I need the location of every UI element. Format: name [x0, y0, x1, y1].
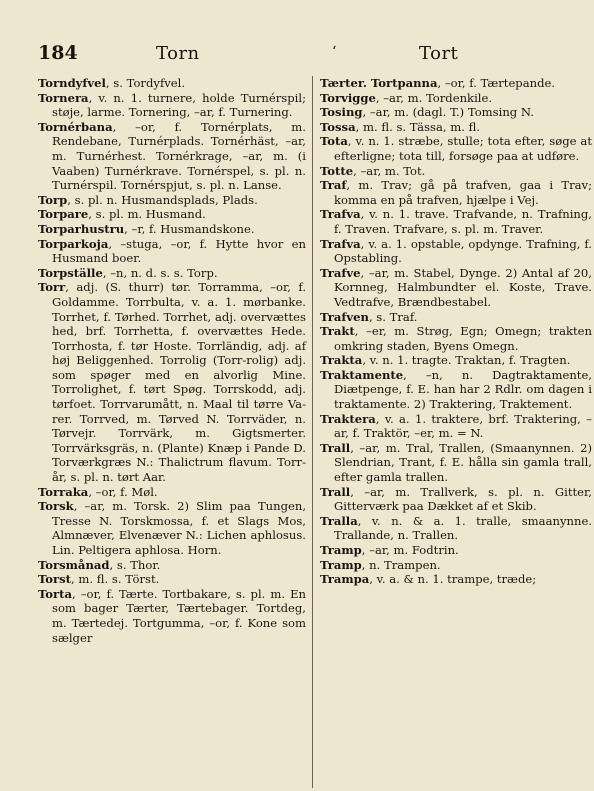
dictionary-entry: Trafve, –ar, m. Stabel, Dynge. 2) Antal af 20, Kornneg, Halmbundter el. Koste, Trave. Vedtrafve, Brændbestabel. [320, 265, 592, 309]
dictionary-entry: Tosing, –ar, m. (dagl. T.) Tomsing N. [320, 105, 534, 120]
dictionary-entry: Torsk, –ar, m. Torsk. 2) Slim paa Tungen, Tresse N. Torskmossa, f. et Slags Mos, Almnæver, Elvenæver N.: Lichen aphlosus. Lin. Peltigera aphlosa. Horn. [38, 499, 306, 557]
dictionary-entry: Tærter. Tortpanna, –or, f. Tærtepande. [320, 76, 556, 90]
dictionary-entry: Torparkoja, –stuga, –or, f. Hytte hvor en Husmand boer. [38, 236, 306, 266]
left-running-head: Torn [156, 43, 200, 64]
dictionary-entry: Torr, adj. (S. thurr) tør. Torramma, –or, f. Goldamme. Torrbulta, v. a. 1. mørbanke. Torrhet, f. Tørhed. Torrhet, adj. overvættes hed, brf. Torrhetta, f. overvættes Hede. Torrhosta, f. tør Hoste. Torrländig, adj. af høj Beliggenhed. Torrolig (Torr-rolig) adj. som spøger med en alvorlig Mine. Torrolighet, f. tørt Spøg. Torrskodd, adj. tørfoet. Torrvarumått, n. Maal til tørre Varer. Torrved, m. Tørved N. Torrväder, n. Tørvejr. Torrvärk, m. Gigtsmerter. Torrvärksgräs, n. (Plante) Knæp i Pande D. Torværkgræs N.: Thalictrum flavum. Torrår, s. pl. n. tørt Aar. [38, 280, 306, 485]
dictionary-entry: Tornérbana, –or, f. Tornérplats, m. Rendebane, Turnérplads. Tornérhäst, –ar, m. Turnérhest. Tornérkrage, –ar, m. (i Vaaben) Turnérkrave. Tornérspel, s. pl. n. Turnérspil. Tornérspjut, s. pl. n. Lanse. [38, 119, 306, 193]
dictionary-entry: Trafva, v. n. 1. trave. Trafvande, n. Trafning, f. Traven. Trafvare, s. pl. m. Traver. [320, 207, 592, 236]
dictionary-entry: Torp, s. pl. n. Husmandsplads, Plads. [38, 192, 258, 207]
column-divider [312, 76, 313, 788]
right-running-head: Tort [419, 43, 459, 64]
dictionary-entry: Tramp, –ar, m. Fodtrin. [320, 543, 459, 557]
dictionary-entry: Torpare, s. pl. m. Husmand. [38, 207, 206, 222]
dictionary-entry: Trakta, v. n. 1. tragte. Traktan, f. Tragten. [320, 353, 571, 368]
dictionary-entry: Torpställe, –n, n. d. s. s. Torp. [38, 265, 218, 280]
dictionary-entry: Trafva, v. a. 1. opstable, opdynge. Trafning, f. Opstabling. [320, 236, 592, 266]
dictionary-entry: Torta, –or, f. Tærte. Tortbakare, s. pl. m. En som bager Tærter, Tærtebager. Tortdeg, m. Tærtedej. Tortgumma, –or, f. Kone som sælger [38, 586, 306, 645]
dictionary-entry: Tossa, m. fl. s. Tässa, m. fl. [320, 119, 481, 134]
dictionary-entry: Tramp, n. Trampen. [320, 557, 441, 572]
dictionary-entry: Torndyfvel, s. Tordyfvel. [38, 76, 186, 90]
dictionary-entry: Torst, m. fl. s. Törst. [38, 572, 160, 587]
dictionary-entry: Tralla, v. n. & a. 1. tralle, smaanynne. Trallande, n. Trallen. [320, 513, 592, 543]
page-number: 184 [38, 42, 78, 64]
dictionary-entry: Torsmånad, s. Thor. [38, 557, 161, 572]
right-column [320, 76, 592, 587]
dictionary-entry: Tota, v. n. 1. stræbe, stulle; tota efter, søge at efterligne; tota till, forsøge paa at udføre. [320, 134, 592, 163]
dictionary-entry: Trall, –ar, m. Trallverk, s. pl. n. Gitter, Gitterværk paa Dækket af et Skib. [320, 484, 592, 514]
left-column [38, 76, 306, 645]
text-columns [38, 76, 592, 783]
dictionary-entry: Trakt, –er, m. Strøg, Egn; Omegn; trakten omkring staden, Byens Omegn. [320, 324, 592, 353]
dictionary-entry: Traktamente, –n, n. Dagtraktamente, Diætpenge, f. E. han har 2 Rdlr. om dagen i traktamente. 2) Traktering, Traktement. [320, 367, 592, 412]
dictionary-entry: Torvigge, –ar, m. Tordenkile. [320, 90, 493, 105]
dictionary-entry: Tornera, v. n. 1. turnere, holde Turnérspil; støje, larme. Tornering, –ar, f. Turnering. [38, 90, 306, 120]
dictionary-entry: Totte, –ar, m. Tot. [320, 163, 426, 178]
dictionary-entry: Torparhustru, –r, f. Husmandskone. [38, 221, 255, 236]
dictionary-entry: Trampa, v. a. & n. 1. trampe, træde; [320, 572, 537, 587]
dictionary-entry: Trafven, s. Traf. [320, 309, 418, 324]
dictionary-entry: Traf, m. Trav; gå på trafven, gaa i Trav; komma en på trafven, hjælpe i Vej. [320, 178, 592, 207]
dictionary-entry: Trall, –ar, m. Tral, Trallen, (Smaanynnen. 2) Slendrian, Trant, f. E. hålla sin gamla trall, efter gamla trallen. [320, 440, 592, 485]
center-mark: ʻ [332, 44, 337, 60]
dictionary-entry: Traktera, v. a. 1. traktere, brf. Traktering, –ar, f. Traktör, –er, m. = N. [320, 411, 592, 441]
page-header [38, 42, 574, 66]
dictionary-entry: Torraka, –or, f. Møl. [38, 484, 158, 499]
